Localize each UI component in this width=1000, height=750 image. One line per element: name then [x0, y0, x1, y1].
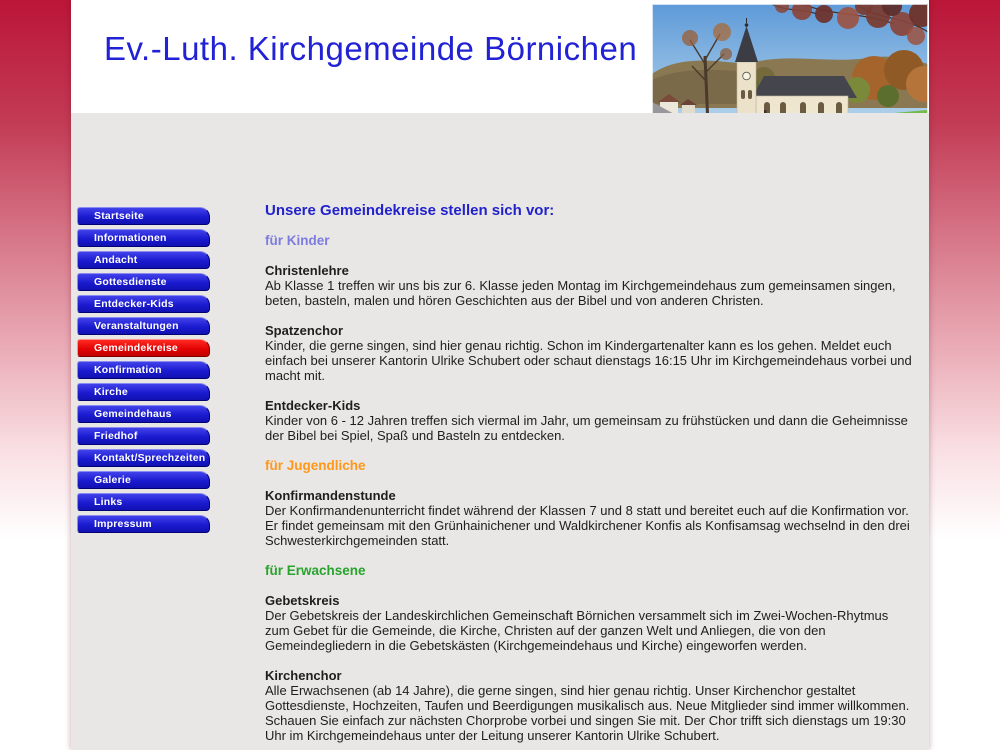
content-area — [71, 113, 929, 750]
sidebar-item-veranstaltungen[interactable]: Veranstaltungen — [77, 317, 210, 335]
page-heading: Unsere Gemeindekreise stellen sich vor: — [265, 202, 555, 219]
group-text: Kinder von 6 - 12 Jahren treffen sich viermal im Jahr, um gemeinsam zu frühstücken und dann die Geheimnisse der Bibel bei Spiel, Spaß und Basteln zu entdecken. — [265, 413, 908, 443]
group-title: Entdecker-Kids — [265, 398, 361, 413]
group-block-gebetskreis — [265, 593, 915, 653]
group-title: Gebetskreis — [265, 593, 340, 608]
site-wrapper — [71, 0, 929, 750]
sidebar-item-impressum[interactable]: Impressum — [77, 515, 210, 533]
sidebar-item-entdecker-kids[interactable]: Entdecker-Kids — [77, 295, 210, 313]
sidebar-nav — [71, 113, 265, 750]
sidebar-item-andacht[interactable]: Andacht — [77, 251, 210, 269]
group-title: Christenlehre — [265, 263, 349, 278]
group-title: Spatzenchor — [265, 323, 344, 338]
sidebar-item-informationen[interactable]: Informationen — [77, 229, 210, 247]
group-block-spatzenchor — [265, 323, 915, 383]
sidebar-item-friedhof[interactable]: Friedhof — [77, 427, 210, 445]
sidebar-item-galerie[interactable]: Galerie — [77, 471, 210, 489]
sidebar-item-konfirmation[interactable]: Konfirmation — [77, 361, 210, 379]
sidebar-item-links[interactable]: Links — [77, 493, 210, 511]
group-title: Konfirmandenstunde — [265, 488, 396, 503]
group-block-kirchenchor — [265, 668, 915, 743]
sidebar-item-gemeindehaus[interactable]: Gemeindehaus — [77, 405, 210, 423]
group-block-konfirmandenstunde — [265, 488, 915, 548]
main-content — [265, 113, 929, 750]
group-text: Kinder, die gerne singen, sind hier genau richtig. Schon im Kindergartenalter kann es los gehen. Meldet euch einfach bei unserer Kantorin Ulrike Schubert oder schaut dienstags 16:15 Uhr im Kirchgemeindehaus vorbei und macht mit. — [265, 338, 912, 383]
group-text: Der Gebetskreis der Landeskirchlichen Gemeinschaft Börnichen versammelt sich im Zwei-Wochen-Rhytmus zum Gebet für die Gemeinde, die Kirche, Christen auf der ganzen Welt und Anliegen, die von den Gemeindegliedern in die Gebetskästen (Kirchgemeindehaus und Kirche) eingeworfen werden. — [265, 608, 889, 653]
audience-heading-für-erwachsene: für Erwachsene — [265, 563, 366, 578]
sidebar-item-gottesdienste[interactable]: Gottesdienste — [77, 273, 210, 291]
sidebar-item-gemeindekreise[interactable]: Gemeindekreise — [77, 339, 210, 357]
group-text: Der Konfirmandenunterricht findet während der Klassen 7 und 8 statt und bereitet euch auf die Konfirmation vor. Er findet gemeinsam mit den Grünhainichener und Waldkirchener Konfis als Konfisamsag wechselnd in den drei Schwesterkirchgemeinden statt. — [265, 503, 910, 548]
sidebar-item-kirche[interactable]: Kirche — [77, 383, 210, 401]
group-title: Kirchenchor — [265, 668, 342, 683]
sidebar-item-kontakt-sprechzeiten[interactable]: Kontakt/Sprechzeiten — [77, 449, 210, 467]
sidebar-item-startseite[interactable]: Startseite — [77, 207, 210, 225]
site-title: Ev.-Luth. Kirchgemeinde Börnichen — [104, 30, 638, 67]
group-block-christenlehre — [265, 263, 915, 308]
audience-heading-für-kinder: für Kinder — [265, 233, 330, 248]
group-text: Ab Klasse 1 treffen wir uns bis zur 6. Klasse jeden Montag im Kirchgemeindehaus zum gemeinsamen singen, beten, basteln, malen und hören Geschichten aus der Bibel und von anderen Christen. — [265, 278, 896, 308]
sections-container — [265, 233, 915, 743]
audience-heading-für-jugendliche: für Jugendliche — [265, 458, 366, 473]
group-text: Alle Erwachsenen (ab 14 Jahre), die gerne singen, sind hier genau richtig. Unser Kirchenchor gestaltet Gottesdienste, Hochzeiten, Taufen und Beerdigungen musikalisch aus. Neue Mitglieder sind immer willkommen. Schauen Sie einfach zur nächsten Chorprobe vorbei und singen Sie mit. Der Chor trifft sich dienstags um 19:30 Uhr im Kirchgemeindehaus unter der Leitung unserer Kantorin Ulrike Schubert. — [265, 683, 910, 743]
group-block-entdecker-kids — [265, 398, 915, 443]
